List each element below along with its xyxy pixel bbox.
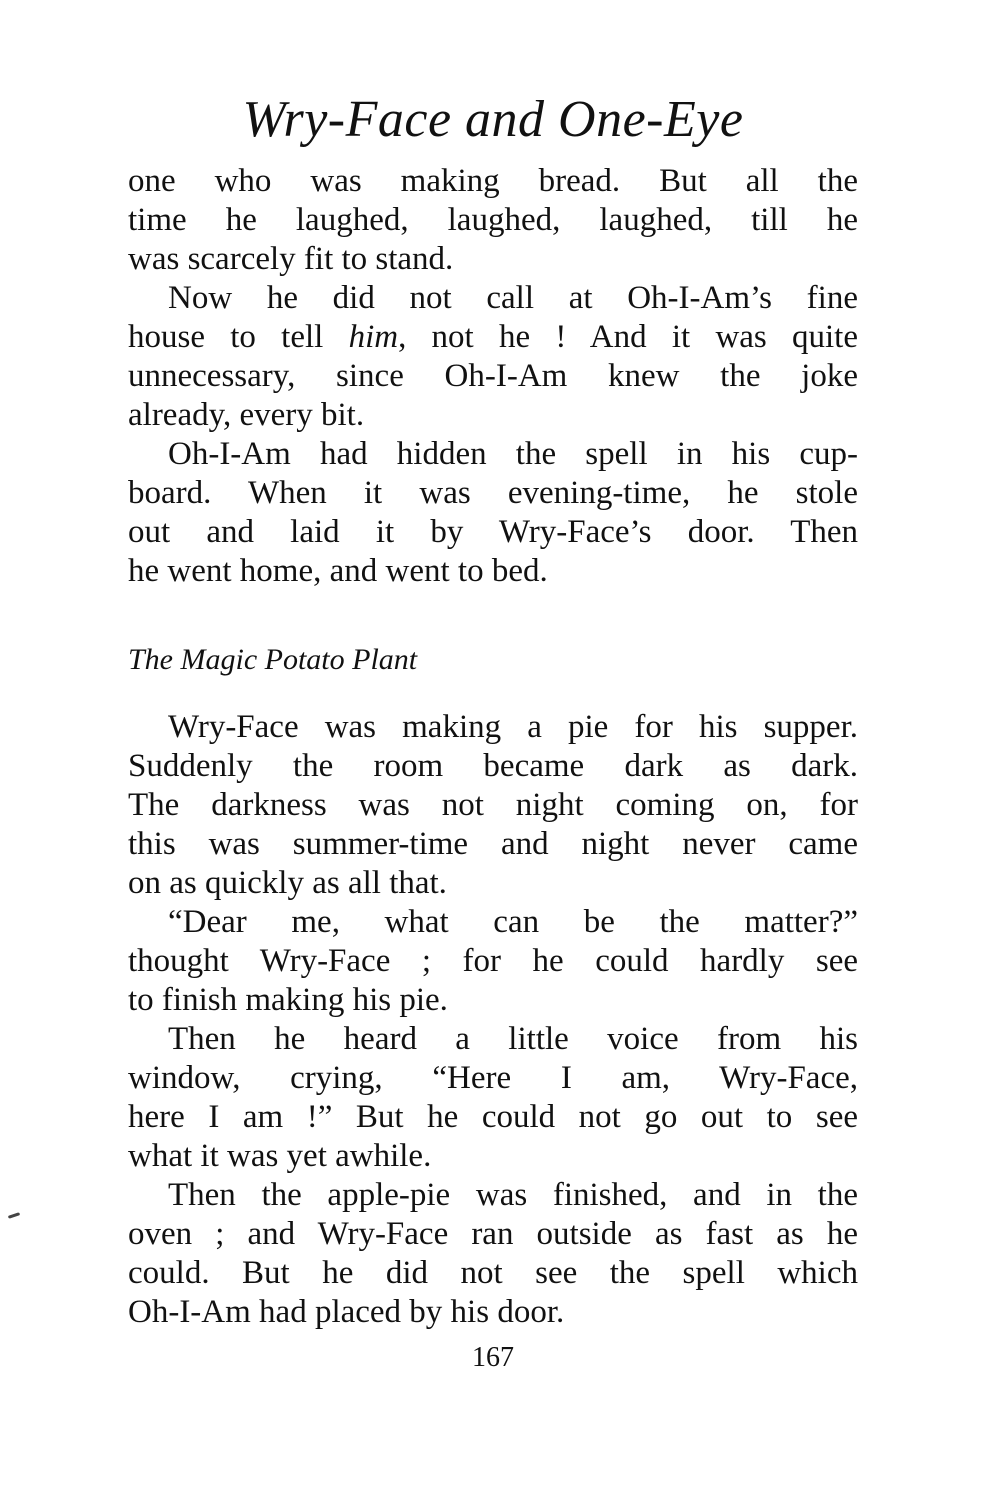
text-line: oven ; and Wry-Face ran outside as fast as he	[128, 1216, 858, 1252]
text-line: Suddenly the room became dark as dark.	[128, 748, 858, 784]
text-line: what it was yet awhile.	[128, 1138, 432, 1174]
text-line: out and laid it by Wry-Face’s door. Then	[128, 514, 858, 550]
running-head: Wry-Face and One-Eye	[242, 91, 744, 148]
text-line: this was summer-time and night never came	[128, 826, 858, 862]
text-line: window, crying, “Here I am, Wry-Face,	[128, 1060, 858, 1096]
text-line: Then he heard a little voice from his	[168, 1021, 858, 1057]
text-line: Wry-Face was making a pie for his supper.	[168, 709, 858, 745]
text-fragment: , not he ! And it was quite	[398, 319, 858, 355]
text-line: already, every bit.	[128, 397, 365, 433]
text-line: unnecessary, since Oh-I-Am knew the joke	[128, 358, 858, 394]
text-line: here I am !” But he could not go out to see	[128, 1099, 858, 1135]
text-line: thought Wry-Face ; for he could hardly see	[128, 943, 858, 979]
section-heading: The Magic Potato Plant	[128, 643, 418, 676]
text-block-1	[128, 162, 858, 591]
text-line-with-emphasis	[128, 318, 858, 357]
text-line: The darkness was not night coming on, for	[128, 787, 858, 823]
text-line: Oh-I-Am had placed by his door.	[128, 1294, 565, 1330]
text-line: Then the apple-pie was finished, and in the	[168, 1177, 858, 1213]
text-block-2	[128, 708, 858, 1332]
text-line: he went home, and went to bed.	[128, 553, 548, 589]
text-line: Oh-I-Am had hidden the spell in his cup-	[168, 436, 858, 472]
text-fragment: house to tell	[128, 319, 349, 355]
page-number: 167	[472, 1342, 514, 1373]
text-line: one who was making bread. But all the	[128, 163, 858, 199]
text-line: on as quickly as all that.	[128, 865, 447, 901]
text-line: “Dear me, what can be the matter?”	[168, 904, 858, 940]
text-line: to finish making his pie.	[128, 982, 448, 1018]
text-line: board. When it was evening-time, he stole	[128, 475, 858, 511]
text-line: was scarcely fit to stand.	[128, 241, 454, 277]
text-line: time he laughed, laughed, laughed, till he	[128, 202, 858, 238]
text-line: Now he did not call at Oh-I-Am’s fine	[168, 280, 858, 316]
emphasis-text: him	[348, 319, 399, 355]
scan-speck	[8, 1212, 20, 1219]
text-line: could. But he did not see the spell which	[128, 1255, 858, 1291]
